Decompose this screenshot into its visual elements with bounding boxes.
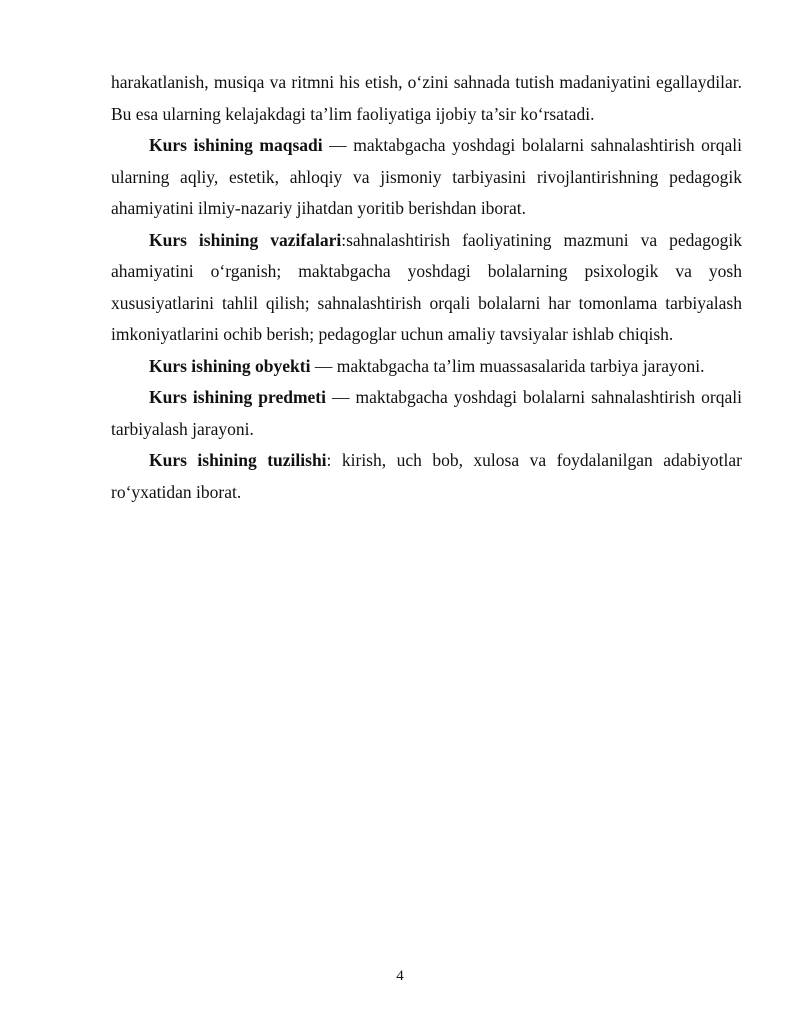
paragraph-text: :sahnalashtirish faoliyatining mazmuni va pedagogik ahamiyatini o‘rganish; maktabgacha yoshdagi bolalarning psixologik va yosh xususiyatlarini tahlil qilish; sahnalashtirish orqali bolalarni har tomonlama tarbiyalash imkoniyatlarini ochib berish; pedagoglar uchun amaliy tavsiyalar ishlab chiqish. (111, 229, 742, 344)
paragraph-text: — maktabgacha yoshdagi bolalarni sahnalashtirish orqali ularning aqliy, estetik, ahloqiy va jismoniy tarbiyasini rivojlantirishning pedagogik ahamiyatini ilmiy-nazariy jihatdan yoritib berishdan iborat. (111, 135, 742, 218)
paragraph-continuation (111, 67, 742, 130)
paragraph-lead: Kurs ishining vazifalari (149, 229, 342, 250)
paragraph-lead: Kurs ishining predmeti (149, 387, 326, 407)
document-body (111, 67, 742, 508)
paragraph-goal (111, 130, 742, 225)
paragraph-text: : kirish, uch bob, xulosa va foydalanilgan adabiyotlar ro‘yxatidan iborat. (111, 450, 742, 502)
paragraph-lead: Kurs ishining obyekti (149, 355, 311, 376)
paragraph-subject (111, 382, 742, 445)
paragraph-structure (111, 445, 742, 508)
paragraph-text: harakatlanish, musiqa va ritmni his etish, o‘zini sahnada tutish madaniyatini egallaydilar. Bu esa ularning kelajakdagi ta’lim faoliyatiga ijobiy ta’sir ko‘rsatadi. (111, 72, 742, 124)
paragraph-object (111, 351, 742, 383)
page-number: 4 (396, 968, 404, 984)
paragraph-text: — maktabgacha yoshdagi bolalarni sahnalashtirish orqali tarbiyalash jarayoni. (111, 387, 742, 439)
paragraph-lead: Kurs ishining maqsadi (149, 135, 323, 155)
paragraph-text: — maktabgacha ta’lim muassasalarida tarbiya jarayoni. (310, 355, 705, 376)
paragraph-lead: Kurs ishining tuzilishi (149, 450, 327, 470)
paragraph-tasks (111, 225, 742, 351)
